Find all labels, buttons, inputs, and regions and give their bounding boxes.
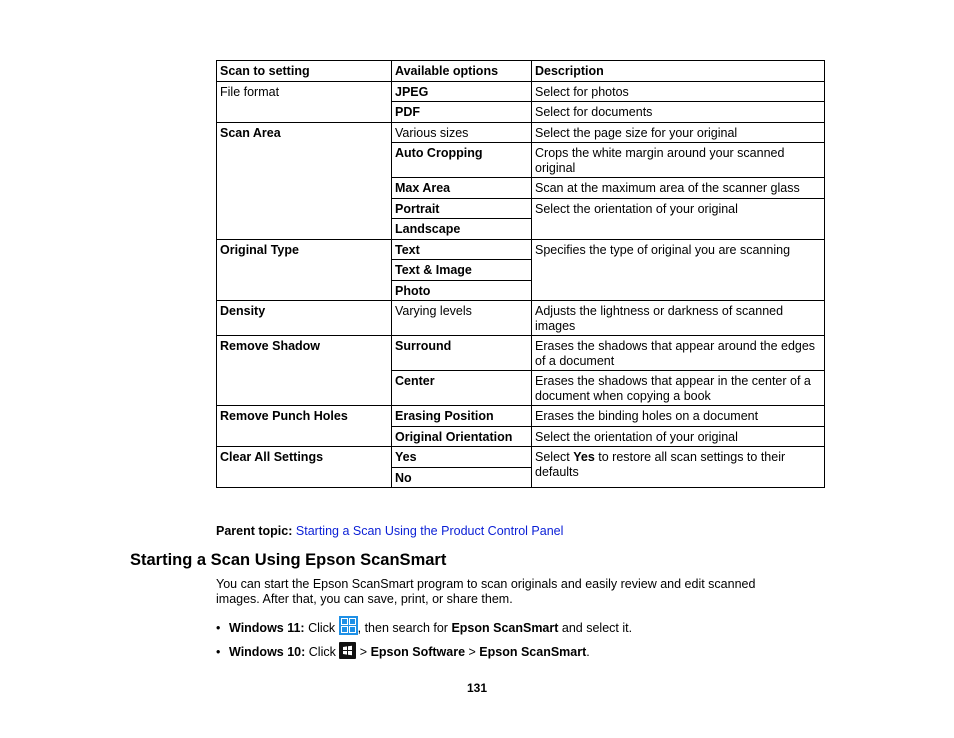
- table-row: [217, 447, 825, 468]
- option-cell: Text: [392, 239, 532, 260]
- option-cell: Auto Cropping: [392, 143, 532, 178]
- parent-topic-link[interactable]: Starting a Scan Using the Product Control Panel: [295, 524, 564, 538]
- table-row: [217, 406, 825, 427]
- windows-11-start-icon: [339, 616, 358, 639]
- option-cell: Original Orientation: [392, 426, 532, 447]
- description-cell: Scan at the maximum area of the scanner glass: [532, 178, 825, 199]
- option-cell: Max Area: [392, 178, 532, 199]
- option-cell: Erasing Position: [392, 406, 532, 427]
- bullet-text: Click: [304, 621, 339, 635]
- bullet-emphasis: Epson ScanSmart: [451, 621, 559, 635]
- table-header-row: [217, 61, 825, 82]
- bullet-text: >: [356, 645, 371, 659]
- option-cell: Text & Image: [392, 260, 532, 281]
- list-item-windows-10: [216, 642, 590, 663]
- setting-cell: Remove Punch Holes: [217, 406, 392, 447]
- bullet-text: >: [465, 645, 480, 659]
- header-cell: Description: [532, 61, 825, 82]
- description-text: to restore all scan settings to their defaults: [535, 450, 786, 479]
- section-heading: Starting a Scan Using Epson ScanSmart: [130, 551, 447, 569]
- bullet-emphasis: Epson ScanSmart: [479, 645, 587, 659]
- table-row: [217, 301, 825, 336]
- description-cell: Select for documents: [532, 102, 825, 123]
- scan-settings-table: [216, 60, 825, 488]
- section-intro: You can start the Epson ScanSmart program to scan originals and easily review and edit scanned images. After that, you can save, print, or share them.: [216, 577, 756, 606]
- bullet-dot: •: [216, 645, 221, 659]
- description-cell: Select the page size for your original: [532, 122, 825, 143]
- table-row: [217, 122, 825, 143]
- setting-cell: Scan Area: [217, 122, 392, 239]
- description-cell: [532, 447, 825, 488]
- bullet-text: and select it.: [558, 621, 633, 635]
- bullet-text: Click: [305, 645, 340, 659]
- bullet-emphasis: Epson Software: [370, 645, 466, 659]
- setting-cell: Remove Shadow: [217, 336, 392, 406]
- description-cell: Erases the binding holes on a document: [532, 406, 825, 427]
- description-text: Select: [535, 450, 574, 464]
- setting-cell: Density: [217, 301, 392, 336]
- option-cell: Portrait: [392, 198, 532, 219]
- description-cell: Crops the white margin around your scanned original: [532, 143, 825, 178]
- header-cell: Scan to setting: [217, 61, 392, 82]
- description-cell: Select the orientation of your original: [532, 198, 825, 239]
- description-cell: Adjusts the lightness or darkness of scanned images: [532, 301, 825, 336]
- bullet-text: .: [586, 645, 590, 659]
- option-cell: Photo: [392, 280, 532, 301]
- description-cell: Erases the shadows that appear around the edges of a document: [532, 336, 825, 371]
- setting-cell: Clear All Settings: [217, 447, 392, 488]
- bullet-label: Windows 10:: [229, 645, 306, 659]
- parent-topic: [216, 524, 563, 538]
- option-cell: JPEG: [392, 81, 532, 102]
- option-cell: No: [392, 467, 532, 488]
- table-row: [217, 81, 825, 102]
- bullet-dot: •: [216, 621, 221, 635]
- option-cell: PDF: [392, 102, 532, 123]
- bullet-text: , then search for: [357, 621, 452, 635]
- option-cell: Varying levels: [392, 301, 532, 336]
- setting-cell: File format: [217, 81, 392, 122]
- list-item-windows-11: [216, 616, 632, 639]
- option-cell: Various sizes: [392, 122, 532, 143]
- header-cell: Available options: [392, 61, 532, 82]
- description-cell: Select for photos: [532, 81, 825, 102]
- description-emphasis: Yes: [573, 450, 595, 464]
- description-cell: Select the orientation of your original: [532, 426, 825, 447]
- option-cell: Surround: [392, 336, 532, 371]
- table-row: [217, 239, 825, 260]
- description-cell: Erases the shadows that appear in the center of a document when copying a book: [532, 371, 825, 406]
- table-row: [217, 336, 825, 371]
- option-cell: Yes: [392, 447, 532, 468]
- bullet-label: Windows 11:: [229, 621, 305, 635]
- option-cell: Center: [392, 371, 532, 406]
- option-cell: Landscape: [392, 219, 532, 240]
- windows-10-start-icon: [339, 642, 356, 663]
- page-number: 131: [466, 681, 488, 695]
- description-cell: Specifies the type of original you are scanning: [532, 239, 825, 301]
- setting-cell: Original Type: [217, 239, 392, 301]
- parent-topic-label: Parent topic:: [216, 524, 293, 538]
